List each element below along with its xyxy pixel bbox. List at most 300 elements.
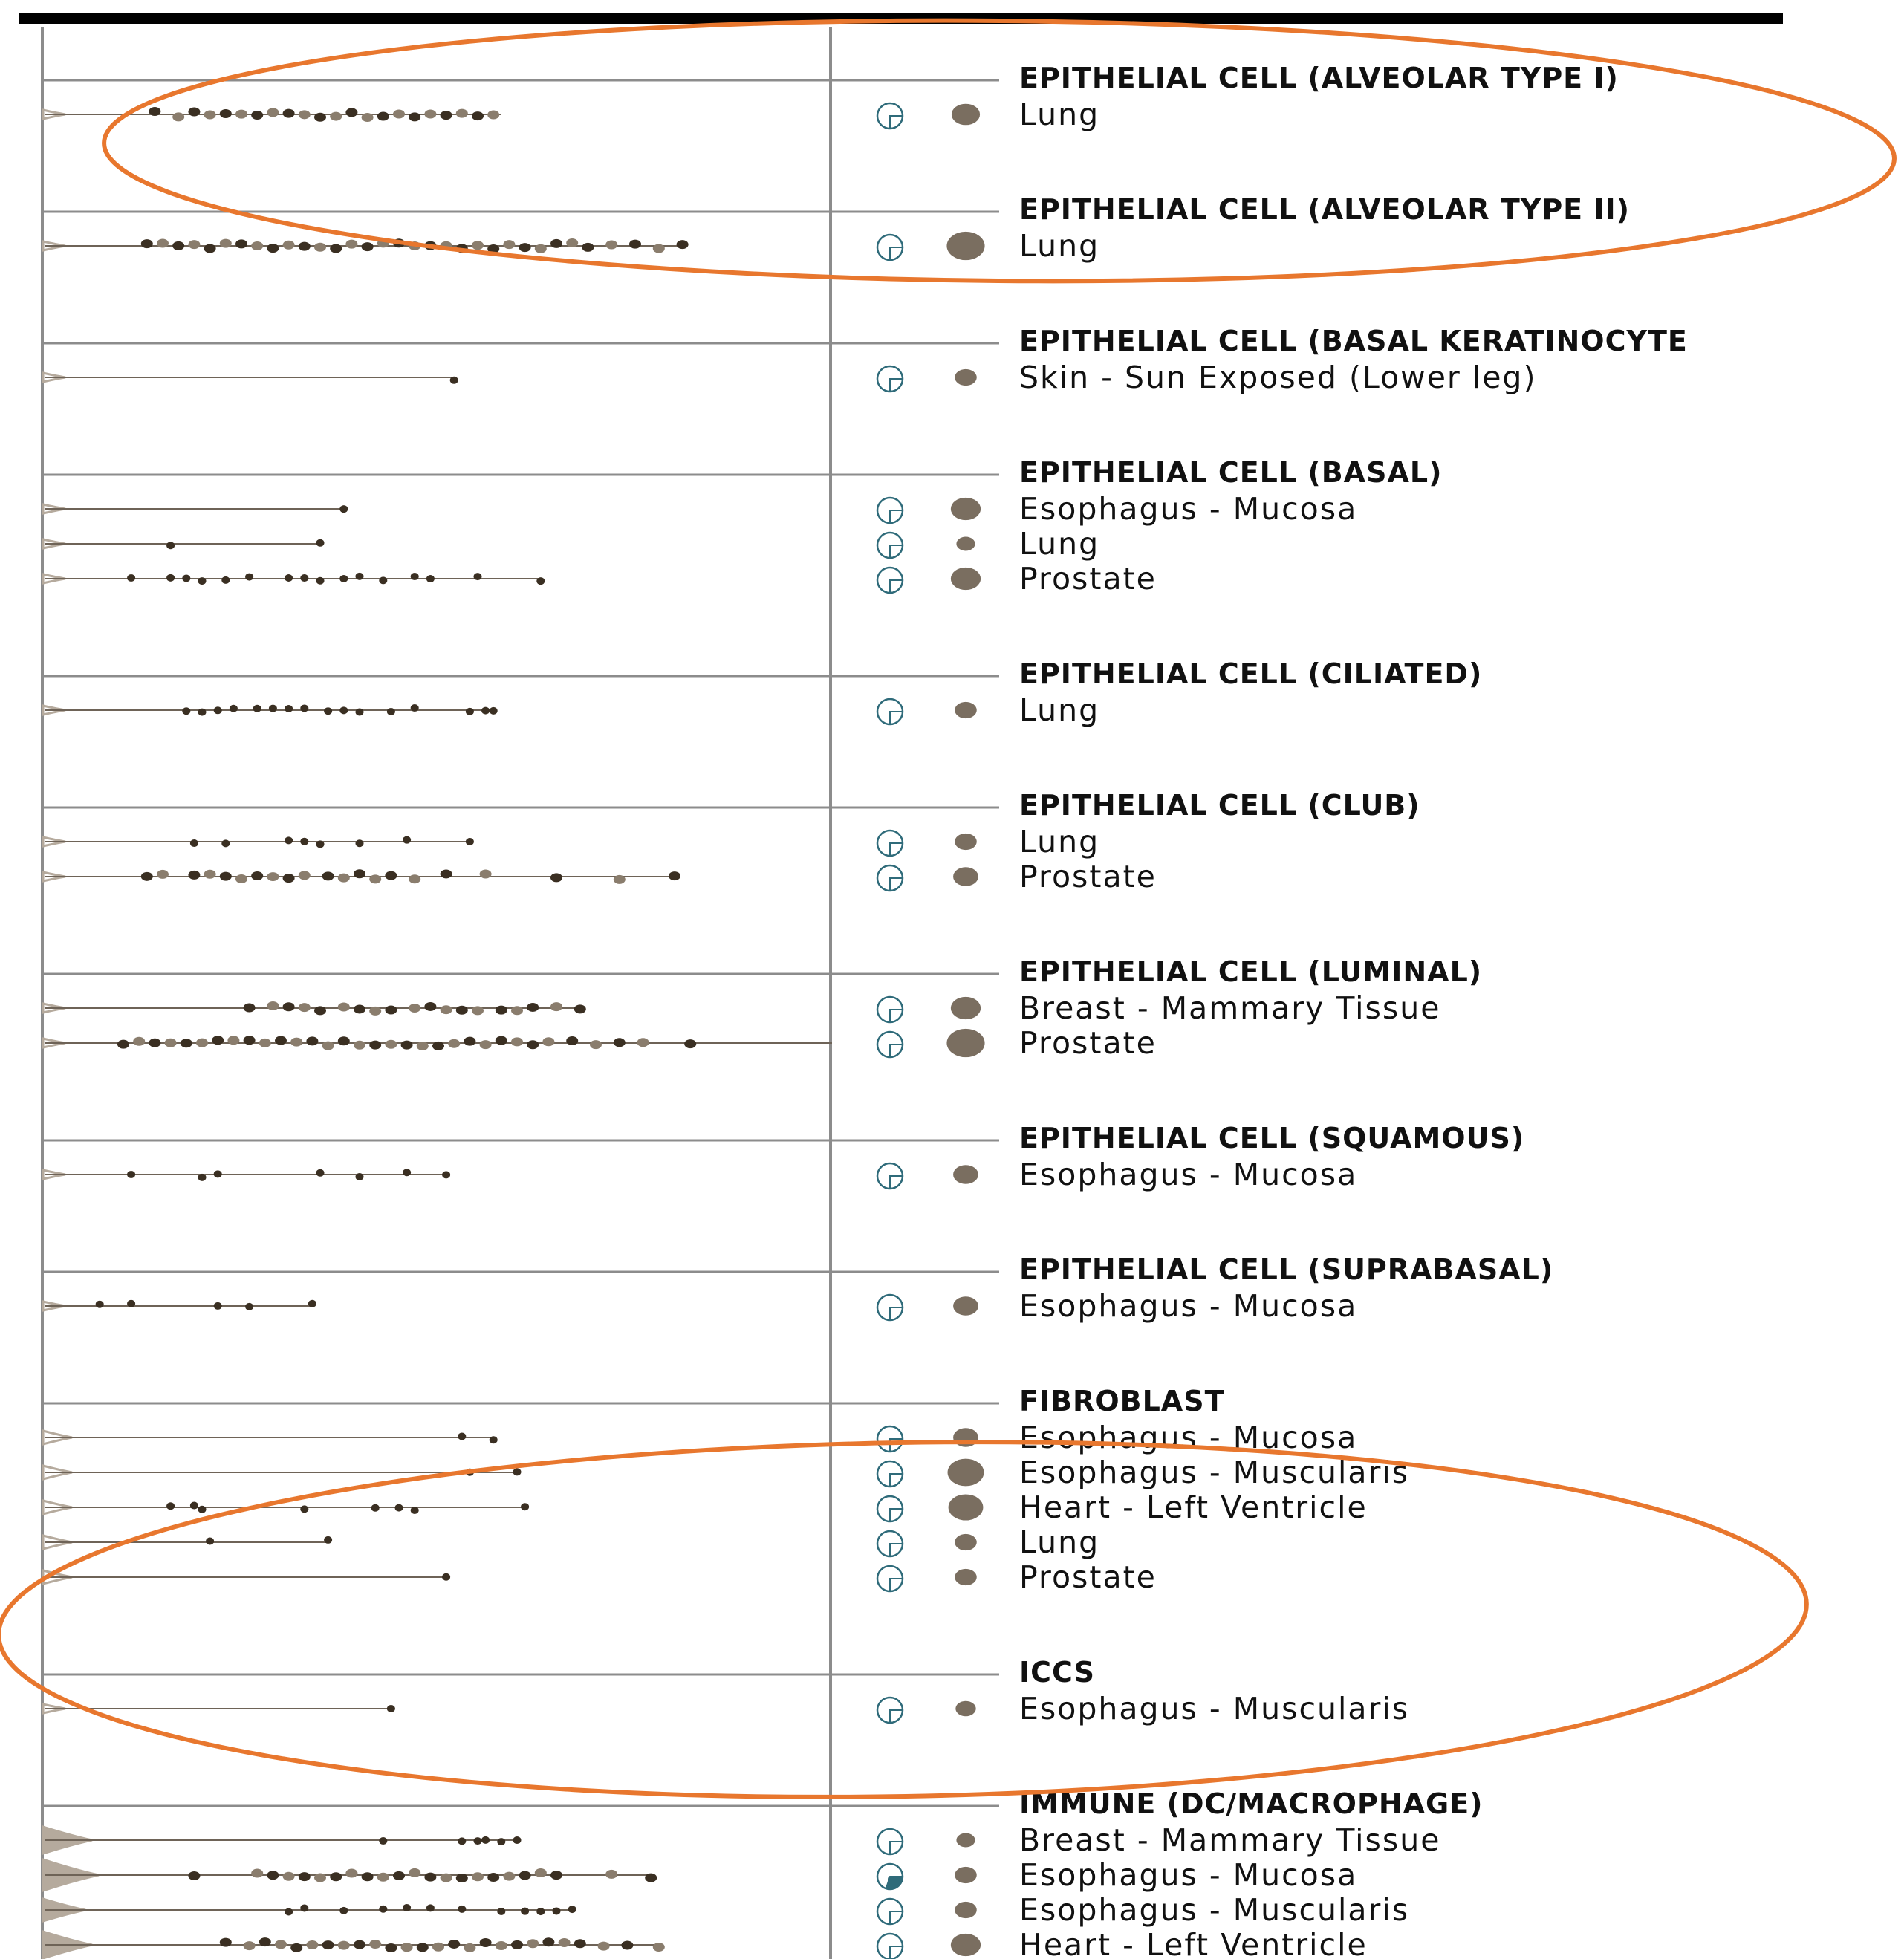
expression-dot	[519, 1871, 531, 1880]
expression-dot	[354, 1940, 365, 1949]
cell-type-title: EPITHELIAL CELL (SQUAMOUS)	[1019, 1122, 1525, 1154]
expression-dot	[188, 240, 200, 249]
expression-dot	[590, 1040, 602, 1049]
expression-dot	[395, 1504, 403, 1512]
expression-dot	[127, 1300, 135, 1307]
cell-count-dot	[956, 1833, 975, 1848]
expression-dot	[458, 1906, 466, 1913]
expression-dot	[204, 110, 216, 119]
expression-dot	[456, 1006, 468, 1015]
expression-dot	[598, 1942, 610, 1951]
cell-type-title: EPITHELIAL CELL (CILIATED)	[1019, 657, 1483, 690]
expression-dot	[149, 1039, 160, 1047]
cell-type-group	[42, 193, 1630, 264]
expression-dot	[283, 874, 295, 883]
expression-dot	[300, 1505, 308, 1513]
expression-dot	[441, 869, 452, 878]
expression-dot	[338, 874, 350, 883]
expression-dot	[316, 539, 325, 547]
expression-dot	[267, 1871, 279, 1880]
cell-type-title: EPITHELIAL CELL (CLUB)	[1019, 789, 1420, 822]
cell-type-title: EPITHELIAL CELL (BASAL KERATINOCYTE	[1019, 325, 1688, 357]
expression-dot	[356, 1173, 364, 1180]
cell-count-dot	[955, 369, 977, 386]
expression-dot	[490, 707, 498, 715]
expression-dot	[614, 875, 626, 884]
tissue-label: Esophagus - Mucosa	[1019, 491, 1358, 527]
expression-dot	[536, 1908, 545, 1915]
expression-dot	[442, 1573, 450, 1581]
tissue-label: Esophagus - Mucosa	[1019, 1420, 1358, 1455]
cell-type-title: IMMUNE (DC/MACROPHAGE)	[1019, 1787, 1484, 1820]
expression-dot	[474, 1837, 482, 1845]
expression-dot	[356, 839, 364, 847]
expression-dot	[133, 1037, 145, 1046]
tissue-label: Prostate	[1019, 1025, 1157, 1061]
expression-dot	[369, 1007, 381, 1016]
expression-dot	[387, 1705, 395, 1712]
tissue-label: Lung	[1019, 526, 1100, 562]
expression-dot	[456, 109, 468, 118]
expression-dot	[511, 1006, 523, 1015]
expression-dot	[441, 1874, 452, 1882]
expression-dot	[354, 869, 365, 878]
expression-dot	[385, 871, 397, 880]
tissue-row[interactable]	[43, 692, 1099, 728]
expression-dot	[458, 1837, 466, 1845]
cell-type-title: EPITHELIAL CELL (BASAL)	[1019, 456, 1443, 489]
tissue-label: Esophagus - Muscularis	[1019, 1691, 1410, 1726]
expression-dot	[521, 1503, 529, 1510]
expression-dot	[527, 1040, 539, 1049]
tissue-label: Lung	[1019, 1524, 1100, 1560]
expression-dot	[314, 1874, 326, 1882]
expression-dot	[527, 1003, 539, 1012]
expression-dot	[403, 1904, 411, 1911]
expression-dot	[198, 709, 207, 716]
tissue-label: Lung	[1019, 97, 1100, 132]
expression-dot	[324, 707, 332, 715]
cell-type-group	[42, 325, 1688, 395]
highlight-ellipse-macrophage	[0, 1427, 1810, 1812]
expression-dot	[212, 1036, 224, 1045]
tissue-row[interactable]	[43, 824, 1099, 860]
expression-dot	[283, 1872, 295, 1881]
expression-dot	[290, 1943, 302, 1952]
tissue-row[interactable]	[43, 360, 1536, 395]
expression-dot	[316, 1169, 325, 1177]
rows-layer	[42, 62, 1688, 1959]
tissue-row[interactable]	[43, 491, 1357, 527]
expression-dot	[251, 1869, 263, 1878]
expression-dot	[574, 1004, 586, 1013]
expression-dot	[605, 1870, 617, 1879]
cell-count-dot	[955, 702, 977, 718]
tissue-label: Lung	[1019, 228, 1100, 264]
expression-dot	[487, 1873, 499, 1882]
expression-dot	[285, 705, 293, 712]
expression-dot	[379, 1906, 387, 1913]
expression-dot	[198, 1506, 207, 1513]
expression-dot	[387, 708, 395, 715]
expression-dot	[574, 1939, 586, 1948]
tissue-row[interactable]	[43, 859, 1157, 894]
expression-dot	[409, 112, 420, 121]
expression-dot	[480, 1040, 492, 1049]
cell-count-dot	[953, 1165, 978, 1183]
expression-dot	[403, 1169, 411, 1176]
cell-type-title: EPITHELIAL CELL (LUMINAL)	[1019, 955, 1483, 988]
expression-dot	[300, 704, 308, 712]
expression-dot	[448, 1940, 460, 1949]
expression-dot	[330, 244, 342, 253]
cell-type-title: EPITHELIAL CELL (SUPRABASAL)	[1019, 1253, 1554, 1286]
expression-dot	[385, 1006, 397, 1015]
expression-dot	[299, 1003, 311, 1012]
expression-dot	[206, 1538, 214, 1545]
tissue-row[interactable]	[43, 561, 1157, 597]
expression-dot	[204, 244, 216, 253]
expression-dot	[362, 242, 374, 251]
tissue-label: Lung	[1019, 824, 1100, 860]
expression-dot	[299, 242, 311, 251]
expression-dot	[441, 111, 452, 120]
expression-dot	[190, 1502, 198, 1510]
expression-dot	[424, 109, 436, 118]
expression-dot	[474, 573, 482, 580]
expression-dot	[157, 238, 169, 247]
expression-dot	[339, 706, 348, 714]
cell-count-dot	[949, 1494, 984, 1520]
expression-dot	[472, 1872, 484, 1881]
expression-dot	[490, 1436, 498, 1443]
expression-dot	[204, 870, 216, 879]
expression-dot	[188, 1871, 200, 1880]
expression-dot	[369, 1041, 381, 1050]
cell-count-dot	[955, 1569, 977, 1585]
tissue-row[interactable]	[43, 1489, 1368, 1525]
cell-type-group	[42, 456, 1442, 597]
tissue-label: Esophagus - Muscularis	[1019, 1455, 1410, 1490]
cell-type-title: EPITHELIAL CELL (ALVEOLAR TYPE I)	[1019, 62, 1619, 94]
tissue-row[interactable]	[43, 97, 1099, 132]
expression-dot	[393, 110, 405, 119]
expression-dot	[356, 573, 364, 580]
expression-dot	[677, 240, 689, 249]
cell-count-dot	[956, 537, 975, 551]
cell-type-title: EPITHELIAL CELL (ALVEOLAR TYPE II)	[1019, 193, 1630, 226]
expression-dot	[466, 708, 474, 715]
expression-dot	[385, 1040, 397, 1049]
expression-dot	[379, 1837, 387, 1845]
expression-dot	[214, 1302, 222, 1310]
expression-dot	[417, 1943, 429, 1952]
expression-dot	[220, 109, 232, 118]
expression-dot	[267, 108, 279, 117]
expression-dot	[269, 705, 277, 712]
cell-count-dot	[948, 1459, 984, 1487]
expression-dot	[424, 1873, 436, 1882]
expression-dot	[267, 244, 279, 253]
cell-count-dot	[951, 1934, 981, 1956]
expression-dot	[338, 1036, 350, 1045]
expression-dot	[251, 871, 263, 880]
tissue-label: Prostate	[1019, 859, 1157, 894]
expression-dot	[339, 575, 348, 582]
expression-dot	[127, 1171, 135, 1178]
expression-dot	[448, 1039, 460, 1048]
expression-dot	[235, 874, 247, 883]
expression-dot	[251, 241, 263, 250]
expression-dot	[481, 1836, 490, 1844]
cell-count-dot	[955, 1867, 977, 1883]
expression-dot	[511, 1037, 523, 1046]
expression-dot	[417, 1042, 429, 1050]
expression-dot	[330, 112, 342, 121]
tissue-row[interactable]	[43, 1157, 1357, 1192]
expression-dot	[141, 872, 153, 881]
expression-dot	[322, 1940, 334, 1949]
expression-dot	[220, 239, 232, 248]
expression-dot	[221, 839, 230, 847]
expression-dot	[550, 239, 562, 248]
expression-dot	[127, 574, 135, 582]
tissue-row[interactable]	[43, 1927, 1368, 1959]
expression-dot	[306, 1036, 318, 1045]
expression-dot	[220, 872, 232, 881]
expression-dot	[221, 576, 230, 584]
tissue-row[interactable]	[43, 1559, 1157, 1595]
tissue-row[interactable]	[43, 228, 1099, 264]
expression-dot	[669, 871, 680, 880]
expression-dot	[432, 1042, 444, 1050]
expression-dot	[614, 1038, 626, 1047]
expression-dot	[401, 1943, 413, 1952]
expression-dot	[330, 1872, 342, 1881]
expression-dot	[535, 244, 547, 253]
cell-count-dot	[951, 997, 981, 1019]
expression-dot	[339, 1907, 348, 1914]
expression-dot	[141, 239, 153, 248]
expression-dot	[354, 1041, 365, 1050]
expression-dot	[362, 113, 374, 122]
expression-dot	[188, 871, 200, 880]
tissue-row[interactable]	[43, 526, 1099, 562]
expression-dot	[480, 870, 492, 879]
expression-dot	[345, 1869, 357, 1878]
tissue-row[interactable]	[43, 1524, 1099, 1560]
expression-dot	[472, 241, 484, 250]
expression-dot	[356, 709, 364, 716]
cell-type-group	[42, 789, 1420, 894]
tissue-label: Prostate	[1019, 1559, 1157, 1595]
expression-dot	[182, 707, 190, 715]
expression-dot	[450, 377, 458, 384]
expression-dot	[214, 706, 222, 714]
cell-type-group	[42, 1787, 1484, 1959]
expression-dot	[497, 1908, 505, 1915]
tissue-row[interactable]	[43, 1892, 1409, 1928]
cell-type-title: FIBROBLAST	[1019, 1385, 1225, 1417]
cell-count-dot	[953, 1296, 978, 1315]
expression-dot	[472, 1006, 484, 1015]
expression-dot	[324, 1536, 332, 1544]
expression-dot	[299, 110, 311, 119]
expression-dot	[621, 1940, 633, 1949]
expression-dot	[519, 243, 531, 252]
cell-count-dot	[946, 232, 984, 260]
expression-dot	[181, 1039, 192, 1047]
tissue-row[interactable]	[43, 1455, 1409, 1490]
expression-dot	[196, 1039, 208, 1047]
tissue-label: Lung	[1019, 692, 1100, 728]
expression-dot	[299, 1872, 311, 1881]
expression-dot	[511, 1940, 523, 1949]
expression-dot	[235, 239, 247, 248]
expression-dot	[259, 1937, 271, 1946]
expression-dot	[497, 1838, 505, 1845]
expression-dot	[96, 1301, 104, 1308]
expression-dot	[481, 707, 490, 715]
expression-dot	[251, 111, 263, 120]
cell-count-dot	[951, 498, 981, 520]
expression-dot	[377, 1873, 389, 1882]
tissue-label: Skin - Sun Exposed (Lower leg)	[1019, 360, 1537, 395]
expression-dot	[369, 874, 381, 883]
expression-dot	[190, 839, 198, 847]
expression-dot	[314, 1006, 326, 1015]
tissue-row[interactable]	[43, 1025, 1157, 1061]
expression-dot	[165, 1039, 177, 1047]
tissue-label: Breast - Mammary Tissue	[1019, 1822, 1441, 1858]
tissue-label: Heart - Left Ventricle	[1019, 1927, 1368, 1959]
expression-dot	[117, 1040, 129, 1049]
cell-count-dot	[952, 104, 980, 126]
expression-dot	[299, 871, 311, 880]
expression-dot	[308, 1300, 316, 1307]
expression-dot	[306, 1940, 318, 1949]
expression-dot	[432, 1943, 444, 1952]
expression-dot	[275, 1940, 287, 1949]
cell-count-dot	[955, 1701, 975, 1717]
tissue-row[interactable]	[43, 1822, 1441, 1858]
expression-dot	[322, 1042, 334, 1050]
expression-dot	[411, 1507, 419, 1514]
expression-dot	[550, 1871, 562, 1880]
expression-dot	[345, 240, 357, 249]
expression-dot	[198, 1174, 207, 1181]
cell-type-title: ICCS	[1019, 1656, 1095, 1689]
expression-dot	[300, 1904, 308, 1911]
expression-dot	[283, 241, 295, 250]
expression-dot	[426, 575, 435, 582]
expression-dot	[300, 838, 308, 845]
tissue-row[interactable]	[43, 1288, 1357, 1324]
expression-dot	[513, 1468, 522, 1475]
tissue-label: Esophagus - Mucosa	[1019, 1157, 1358, 1192]
tissue-label: Esophagus - Mucosa	[1019, 1857, 1358, 1893]
expression-dot	[267, 872, 279, 881]
tissue-row[interactable]	[43, 1857, 1357, 1893]
expression-dot	[244, 1941, 256, 1950]
expression-dot	[403, 836, 411, 844]
expression-dot	[339, 505, 348, 513]
expression-dot	[166, 1502, 175, 1510]
expression-dot	[338, 1941, 350, 1950]
expression-dot	[245, 1303, 253, 1310]
expression-dot	[283, 109, 295, 118]
expression-dot	[220, 1938, 232, 1947]
expression-dot	[235, 110, 247, 119]
tissue-row[interactable]	[43, 1691, 1409, 1726]
expression-dot	[275, 1036, 287, 1045]
expression-dot	[354, 1004, 365, 1013]
cell-type-group	[42, 1122, 1524, 1192]
expression-dot	[227, 1036, 239, 1045]
cell-type-group	[42, 657, 1482, 728]
expression-dot	[566, 1036, 578, 1045]
expression-dot	[285, 836, 293, 844]
expression-dot	[314, 113, 326, 122]
expression-dot	[338, 1003, 350, 1012]
cell-type-group	[42, 955, 1482, 1061]
expression-dot	[244, 1036, 256, 1045]
cell-type-group	[42, 1385, 1409, 1595]
expression-dot	[316, 840, 325, 848]
expression-dot	[182, 575, 190, 582]
expression-dot	[369, 1940, 381, 1949]
expression-dot	[566, 238, 578, 247]
expression-dot	[653, 244, 665, 253]
expression-dot	[503, 240, 515, 249]
expression-dot	[653, 1943, 665, 1952]
expression-dot	[521, 1908, 529, 1915]
tissue-row[interactable]	[43, 990, 1441, 1026]
expression-dot	[379, 576, 387, 584]
expression-dot	[149, 107, 160, 116]
expression-dot	[166, 542, 175, 549]
expression-dot	[605, 240, 617, 249]
expression-dot	[300, 574, 308, 582]
expression-dot	[684, 1039, 696, 1048]
expression-dot	[283, 1002, 295, 1011]
expression-dot	[230, 705, 238, 712]
expression-dot	[259, 1039, 271, 1047]
expression-dot	[157, 870, 169, 879]
expression-dot	[559, 1938, 571, 1947]
cell-type-group	[42, 1656, 1409, 1726]
expression-dot	[411, 704, 419, 712]
expression-dot	[442, 1171, 450, 1178]
tissue-label: Esophagus - Muscularis	[1019, 1892, 1410, 1928]
expression-dot	[496, 1006, 507, 1015]
expression-dot	[503, 1872, 515, 1881]
expression-dot	[535, 1868, 547, 1877]
expression-dot	[568, 1906, 576, 1913]
expression-dot	[441, 1005, 452, 1014]
expression-dot	[316, 577, 325, 585]
cell-type-group	[42, 1253, 1553, 1324]
tissue-label: Esophagus - Mucosa	[1019, 1288, 1358, 1324]
expression-dot	[214, 1170, 222, 1177]
expression-dot	[542, 1037, 554, 1046]
expression-dot	[290, 1038, 302, 1047]
expression-dot	[409, 874, 420, 883]
expression-dot	[553, 1908, 561, 1915]
expression-dot	[550, 1002, 562, 1011]
expression-dot	[362, 1872, 374, 1881]
expression-dot	[322, 871, 334, 880]
